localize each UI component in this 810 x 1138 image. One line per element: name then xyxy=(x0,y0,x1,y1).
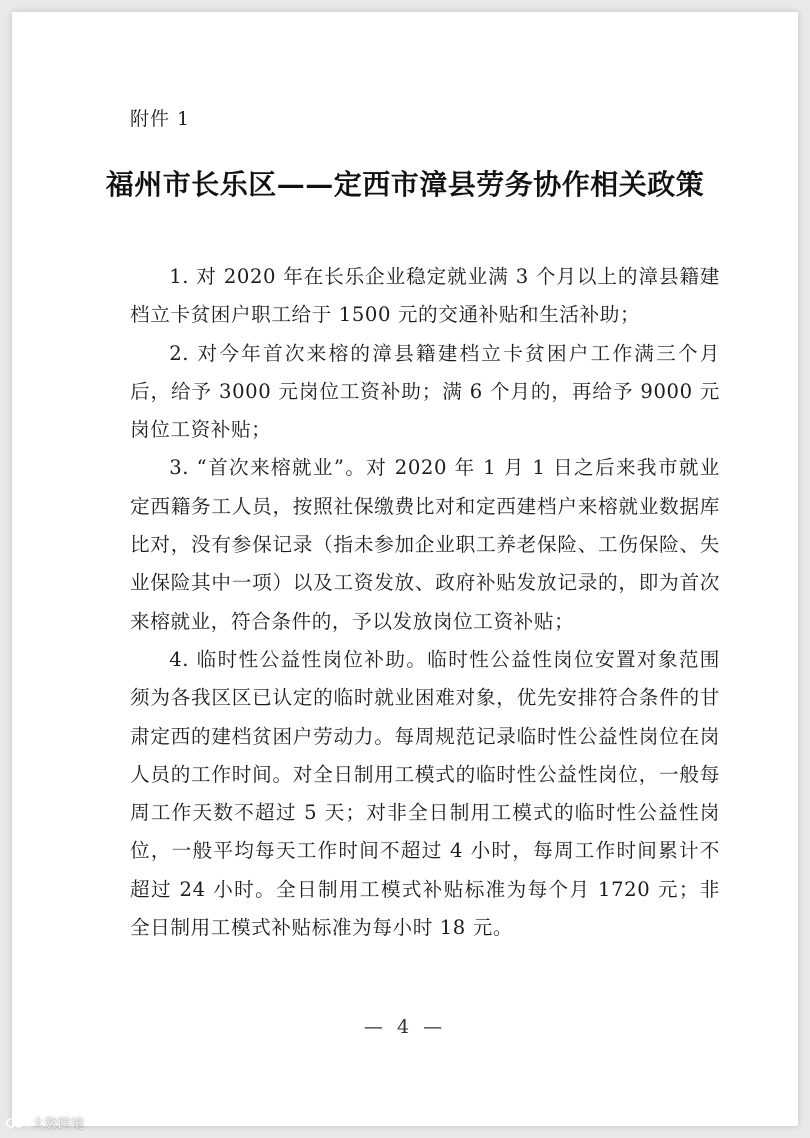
document-title: 福州市长乐区——定西市漳县劳务协作相关政策 xyxy=(105,168,705,201)
brand-logo-icon xyxy=(6,1116,28,1130)
watermark-text: 大数跨境 xyxy=(32,1117,85,1132)
document-page xyxy=(12,12,798,1126)
policy-paragraph-1: 1. 对 2020 年在长乐企业稳定就业满 3 个月以上的漳县籍建档立卡贫困户职工给于 1500 元的交通补贴和生活补助； xyxy=(130,265,720,327)
annex-label: 附件 1 xyxy=(130,108,191,130)
page-number: — 4 — xyxy=(363,1016,447,1038)
policy-paragraph-3: 3. “首次来榕就业”。对 2020 年 1 月 1 日之后来我市就业定西籍务工人员，按照社保缴费比对和定西建档户来榕就业数据库比对，没有参保记录（指未参加企业职工养老保险、工伤保险、失业保险其中一项）以及工资发放、政府补贴发放记录的，即为首次来榕就业，符合条件的，予以发放岗位工资补贴； xyxy=(130,456,720,633)
policy-paragraph-4: 4. 临时性公益性岗位补助。临时性公益性岗位安置对象范围须为各我区区已认定的临时就业困难对象，优先安排符合条件的甘肃定西的建档贫困户劳动力。每周规范记录临时性公益性岗位在岗人员的工作时间。对全日制用工模式的临时性公益性岗位，一般每周工作天数不超过 5 天；对非全日制用工模式的临时性公益性岗位，一般平均每天工作时间不超过 4 小时，每周工作时间累计不超过 24 小时。全日制用工模式补贴标准为每个月 1720 元；非全日制用工模式补贴标准为每小时 18 元。 xyxy=(130,647,720,940)
policy-paragraph-2: 2. 对今年首次来榕的漳县籍建档立卡贫困户工作满三个月后，给予 3000 元岗位工资补助；满 6 个月的，再给予 9000 元岗位工资补贴； xyxy=(130,341,720,442)
document-body xyxy=(130,258,720,947)
watermark xyxy=(6,1113,84,1132)
